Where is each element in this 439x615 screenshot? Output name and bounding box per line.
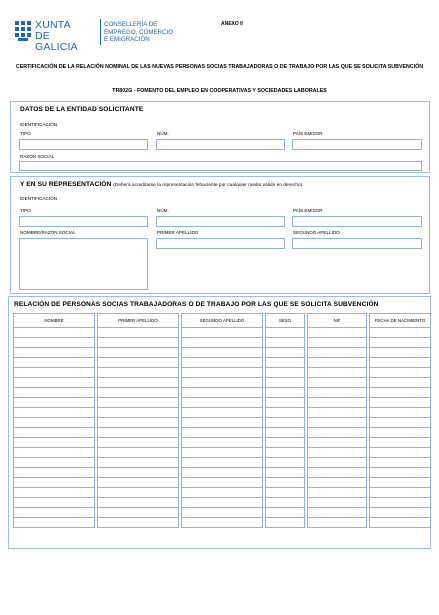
table-cell[interactable]: [265, 468, 305, 478]
table-cell[interactable]: [13, 418, 95, 428]
table-cell[interactable]: [13, 358, 95, 368]
table-cell[interactable]: [369, 358, 431, 368]
table-cell[interactable]: [97, 478, 179, 488]
rep-country-field[interactable]: [292, 216, 422, 227]
table-cell[interactable]: [307, 348, 367, 358]
table-cell[interactable]: [369, 378, 431, 388]
table-cell[interactable]: [181, 498, 263, 508]
table-cell[interactable]: [181, 478, 263, 488]
rep-name-field[interactable]: [19, 238, 148, 290]
table-cell[interactable]: [265, 398, 305, 408]
column-header-birth-date: FECHA DE NACIMIENTO: [369, 313, 431, 328]
table-cell[interactable]: [13, 508, 95, 518]
relation-table: [11, 313, 433, 528]
table-cell[interactable]: [307, 418, 367, 428]
table-cell[interactable]: [97, 448, 179, 458]
document-title: CERTIFICACIÓN DE LA RELACIÓN NOMINAL DE LAS NUEVAS PERSONAS SOCIAS TRABAJADORAS O DE TRABAJO POR LAS QUE SE SOLICITA SUBVENCIÓN: [15, 64, 424, 70]
table-cell[interactable]: [13, 428, 95, 438]
table-row: [13, 348, 431, 358]
table-cell[interactable]: [265, 348, 305, 358]
rep-first-surname-field[interactable]: [156, 238, 285, 249]
table-cell[interactable]: [13, 408, 95, 418]
table-row: [13, 418, 431, 428]
table-row: [13, 508, 431, 518]
column-header-sex: SEXO: [265, 313, 305, 328]
entity-country-label: PAÍS EMISOR: [293, 131, 323, 136]
table-cell[interactable]: [13, 348, 95, 358]
table-cell[interactable]: [13, 398, 95, 408]
table-cell[interactable]: [97, 438, 179, 448]
entity-type-label: TIPO: [20, 131, 31, 136]
table-cell[interactable]: [265, 428, 305, 438]
table-cell[interactable]: [181, 428, 263, 438]
table-cell[interactable]: [13, 438, 95, 448]
table-cell[interactable]: [265, 448, 305, 458]
table-cell[interactable]: [13, 458, 95, 468]
rep-country-label: PAÍS EMISOR: [293, 208, 323, 213]
table-cell[interactable]: [307, 398, 367, 408]
table-row: [13, 518, 431, 528]
table-cell[interactable]: [181, 358, 263, 368]
table-cell[interactable]: [369, 348, 431, 358]
table-cell[interactable]: [369, 418, 431, 428]
entity-identification-label: IDENTIFICACIÓN: [20, 122, 58, 127]
table-cell[interactable]: [307, 448, 367, 458]
table-cell[interactable]: [265, 498, 305, 508]
table-cell[interactable]: [13, 378, 95, 388]
rep-number-field[interactable]: [156, 216, 285, 227]
table-cell[interactable]: [369, 388, 431, 398]
table-cell[interactable]: [307, 498, 367, 508]
table-cell[interactable]: [181, 508, 263, 518]
table-row: [13, 468, 431, 478]
table-row: [13, 368, 431, 378]
table-row: [13, 388, 431, 398]
table-cell[interactable]: [181, 368, 263, 378]
table-cell[interactable]: [265, 388, 305, 398]
table-cell[interactable]: [307, 368, 367, 378]
entity-business-name-label: RAZÓN SOCIAL: [20, 154, 55, 159]
table-cell[interactable]: [369, 428, 431, 438]
table-cell[interactable]: [181, 488, 263, 498]
table-cell[interactable]: [181, 388, 263, 398]
column-header-name: NOMBRE: [13, 313, 95, 328]
table-row: [13, 438, 431, 448]
entity-type-field[interactable]: [19, 139, 148, 150]
logo-separator: [100, 19, 101, 45]
table-cell[interactable]: [181, 458, 263, 468]
representation-note: (Deberá acreditarse la representación fehaciente por cualquier medio válido en derecho): [113, 182, 303, 187]
table-cell[interactable]: [369, 488, 431, 498]
column-header-nif: NIF: [307, 313, 367, 328]
entity-section-title: DATOS DE LA ENTIDAD SOLICITANTE: [20, 106, 144, 113]
table-cell[interactable]: [181, 348, 263, 358]
table-row: [13, 428, 431, 438]
table-cell[interactable]: [181, 418, 263, 428]
representation-section: [10, 176, 430, 294]
table-row: [13, 398, 431, 408]
relation-section-title: RELACIÓN DE PERSONAS SOCIAS TRABAJADORAS O DE TRABAJO POR LAS QUE SE SOLICITA SUBVENCIÓN: [14, 301, 379, 308]
table-cell[interactable]: [97, 348, 179, 358]
annex-label: ANEXO II: [221, 21, 243, 27]
column-header-first-surname: PRIMER APELLIDO: [97, 313, 179, 328]
table-row: [13, 358, 431, 368]
table-cell[interactable]: [181, 338, 263, 348]
entity-number-label: NÚM.: [157, 131, 169, 136]
table-cell[interactable]: [265, 418, 305, 428]
rep-second-surname-field[interactable]: [292, 238, 422, 249]
table-cell[interactable]: [307, 378, 367, 388]
table-cell[interactable]: [265, 438, 305, 448]
table-cell[interactable]: [181, 378, 263, 388]
table-row: [13, 458, 431, 468]
table-cell[interactable]: [13, 368, 95, 378]
table-row: [13, 338, 431, 348]
table-cell[interactable]: [265, 378, 305, 388]
table-cell[interactable]: [307, 328, 367, 338]
representation-section-title: Y EN SU REPRESENTACIÓN: [20, 181, 112, 188]
table-row: [13, 378, 431, 388]
xunta-logo: [14, 19, 92, 53]
xunta-cross-icon: [14, 20, 32, 42]
table-cell[interactable]: [307, 358, 367, 368]
table-cell[interactable]: [97, 458, 179, 468]
table-row: [13, 488, 431, 498]
rep-second-surname-label: SEGUNDO APELLIDO: [293, 230, 340, 235]
table-cell[interactable]: [369, 408, 431, 418]
table-cell[interactable]: [307, 478, 367, 488]
table-cell[interactable]: [369, 328, 431, 338]
table-cell[interactable]: [97, 378, 179, 388]
entity-business-name-field[interactable]: [19, 161, 422, 171]
table-row: [13, 448, 431, 458]
table-cell[interactable]: [97, 468, 179, 478]
table-row: [13, 478, 431, 488]
entity-section: [10, 101, 430, 173]
table-cell[interactable]: [13, 498, 95, 508]
table-cell[interactable]: [265, 358, 305, 368]
table-cell[interactable]: [97, 488, 179, 498]
table-cell[interactable]: [97, 508, 179, 518]
table-cell[interactable]: [265, 368, 305, 378]
table-cell[interactable]: [97, 408, 179, 418]
table-cell[interactable]: [97, 498, 179, 508]
table-cell[interactable]: [265, 518, 305, 528]
table-cell[interactable]: [181, 328, 263, 338]
table-row: [13, 498, 431, 508]
table-cell[interactable]: [369, 398, 431, 408]
table-cell[interactable]: [97, 398, 179, 408]
table-cell[interactable]: [13, 338, 95, 348]
table-cell[interactable]: [307, 428, 367, 438]
entity-country-field[interactable]: [292, 139, 422, 150]
table-cell[interactable]: [265, 508, 305, 518]
document-subtitle: TR802G - FOMENTO DEL EMPLEO EN COOPERATIVAS Y SOCIEDADES LABORALES: [112, 88, 327, 94]
column-header-second-surname: SEGUNDO APELLIDO: [181, 313, 263, 328]
table-cell[interactable]: [265, 338, 305, 348]
rep-first-surname-label: PRIMER APELLIDO: [157, 230, 199, 235]
table-cell[interactable]: [307, 508, 367, 518]
logo-line1: XUNTA: [35, 19, 71, 31]
department-name: CONSELLERÍA DE EMPREGO, COMERCIO E EMIGRACIÓN: [104, 21, 174, 44]
table-cell[interactable]: [369, 438, 431, 448]
table-cell[interactable]: [265, 408, 305, 418]
table-cell[interactable]: [307, 438, 367, 448]
table-cell[interactable]: [13, 478, 95, 488]
table-cell[interactable]: [265, 458, 305, 468]
logo-line2: DE GALICIA: [35, 30, 78, 53]
table-cell[interactable]: [97, 368, 179, 378]
table-cell[interactable]: [181, 408, 263, 418]
table-cell[interactable]: [369, 478, 431, 488]
table-cell[interactable]: [97, 338, 179, 348]
table-cell[interactable]: [13, 328, 95, 338]
table-cell[interactable]: [369, 368, 431, 378]
table-cell[interactable]: [13, 388, 95, 398]
relation-table-body: [13, 328, 431, 528]
table-cell[interactable]: [13, 448, 95, 458]
table-cell[interactable]: [307, 518, 367, 528]
table-cell[interactable]: [265, 488, 305, 498]
table-cell[interactable]: [369, 448, 431, 458]
table-cell[interactable]: [181, 468, 263, 478]
table-cell[interactable]: [97, 418, 179, 428]
table-cell[interactable]: [181, 448, 263, 458]
table-cell[interactable]: [181, 438, 263, 448]
table-cell[interactable]: [307, 468, 367, 478]
table-row: [13, 408, 431, 418]
table-cell[interactable]: [13, 518, 95, 528]
table-cell[interactable]: [369, 468, 431, 478]
table-cell[interactable]: [13, 468, 95, 478]
table-cell[interactable]: [97, 518, 179, 528]
table-cell[interactable]: [369, 518, 431, 528]
table-cell[interactable]: [369, 508, 431, 518]
table-cell[interactable]: [181, 398, 263, 408]
table-cell[interactable]: [307, 408, 367, 418]
table-cell[interactable]: [307, 388, 367, 398]
rep-type-field[interactable]: [19, 216, 148, 227]
table-cell[interactable]: [13, 488, 95, 498]
table-cell[interactable]: [181, 518, 263, 528]
rep-identification-label: IDENTIFICACIÓN: [20, 196, 58, 201]
table-cell[interactable]: [369, 498, 431, 508]
rep-number-label: NÚM.: [157, 208, 169, 213]
table-cell[interactable]: [307, 488, 367, 498]
table-cell[interactable]: [265, 328, 305, 338]
table-cell[interactable]: [369, 338, 431, 348]
rep-name-label: NOMBRE/RAZÓN SOCIAL: [20, 230, 76, 235]
table-cell[interactable]: [97, 358, 179, 368]
table-cell[interactable]: [369, 458, 431, 468]
table-cell[interactable]: [97, 428, 179, 438]
table-cell[interactable]: [307, 458, 367, 468]
table-row: [13, 328, 431, 338]
table-cell[interactable]: [97, 388, 179, 398]
table-cell[interactable]: [265, 478, 305, 488]
rep-type-label: TIPO: [20, 208, 31, 213]
table-cell[interactable]: [97, 328, 179, 338]
table-cell[interactable]: [307, 338, 367, 348]
entity-number-field[interactable]: [156, 139, 285, 150]
